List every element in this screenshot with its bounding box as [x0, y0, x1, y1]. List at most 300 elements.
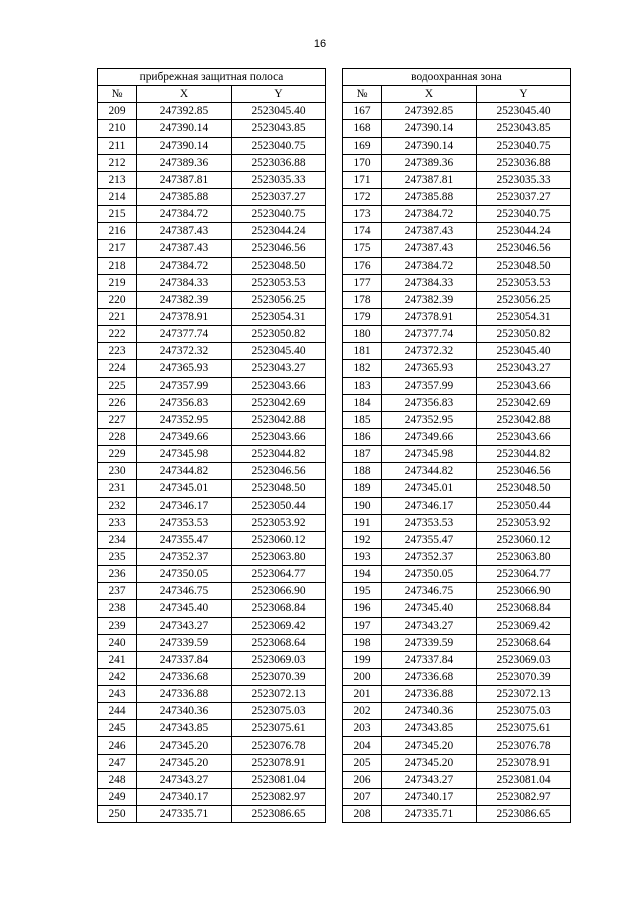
point-number-cell: 232 — [98, 497, 137, 514]
y-coordinate-cell: 2523068.64 — [477, 634, 571, 651]
table-row — [98, 171, 326, 188]
y-coordinate-cell: 2523042.69 — [232, 394, 326, 411]
y-coordinate-cell: 2523064.77 — [232, 566, 326, 583]
y-coordinate-cell: 2523037.27 — [232, 188, 326, 205]
y-coordinate-cell: 2523042.88 — [477, 411, 571, 428]
y-coordinate-cell: 2523050.44 — [232, 497, 326, 514]
x-coordinate-cell: 247384.33 — [382, 274, 477, 291]
y-coordinate-cell: 2523036.88 — [477, 154, 571, 171]
table-row — [98, 806, 326, 823]
y-coordinate-cell: 2523056.25 — [232, 291, 326, 308]
table-row — [98, 223, 326, 240]
point-number-cell: 184 — [343, 394, 382, 411]
table-row — [98, 343, 326, 360]
x-coordinate-cell: 247343.27 — [137, 617, 232, 634]
point-number-cell: 197 — [343, 617, 382, 634]
y-coordinate-cell: 2523066.90 — [477, 583, 571, 600]
y-coordinate-cell: 2523086.65 — [477, 806, 571, 823]
table-row — [98, 771, 326, 788]
x-coordinate-cell: 247390.14 — [137, 120, 232, 137]
y-coordinate-cell: 2523053.53 — [477, 274, 571, 291]
table-row — [343, 343, 571, 360]
table-row — [98, 514, 326, 531]
y-coordinate-cell: 2523075.61 — [477, 720, 571, 737]
y-coordinate-cell: 2523045.40 — [477, 343, 571, 360]
x-coordinate-cell: 247346.17 — [382, 497, 477, 514]
point-number-cell: 227 — [98, 411, 137, 428]
table-row — [98, 634, 326, 651]
table-caption-row — [98, 69, 326, 86]
y-coordinate-cell: 2523042.88 — [232, 411, 326, 428]
point-number-cell: 189 — [343, 480, 382, 497]
table-row — [343, 497, 571, 514]
x-coordinate-cell: 247372.32 — [382, 343, 477, 360]
table-row — [98, 206, 326, 223]
point-number-cell: 193 — [343, 548, 382, 565]
x-coordinate-cell: 247350.05 — [137, 566, 232, 583]
y-coordinate-cell: 2523075.03 — [232, 703, 326, 720]
y-coordinate-cell: 2523043.27 — [477, 360, 571, 377]
point-number-cell: 199 — [343, 651, 382, 668]
point-number-cell: 224 — [98, 360, 137, 377]
table-row — [98, 703, 326, 720]
table-row — [343, 291, 571, 308]
table-row — [343, 274, 571, 291]
table-row — [343, 206, 571, 223]
point-number-cell: 181 — [343, 343, 382, 360]
y-coordinate-cell: 2523082.97 — [232, 788, 326, 805]
y-coordinate-cell: 2523068.64 — [232, 634, 326, 651]
x-coordinate-cell: 247378.91 — [382, 308, 477, 325]
table-row — [98, 308, 326, 325]
table-row — [98, 737, 326, 754]
y-coordinate-cell: 2523069.42 — [477, 617, 571, 634]
x-coordinate-cell: 247352.37 — [382, 548, 477, 565]
y-coordinate-cell: 2523045.40 — [232, 103, 326, 120]
x-coordinate-cell: 247372.32 — [137, 343, 232, 360]
x-coordinate-cell: 247340.36 — [137, 703, 232, 720]
table-row — [343, 703, 571, 720]
table-row — [343, 754, 571, 771]
x-coordinate-cell: 247355.47 — [382, 531, 477, 548]
table-row — [98, 583, 326, 600]
point-number-cell: 205 — [343, 754, 382, 771]
y-coordinate-cell: 2523069.03 — [232, 651, 326, 668]
table-row — [343, 360, 571, 377]
column-header-x: X — [382, 86, 477, 103]
table-row — [343, 600, 571, 617]
y-coordinate-cell: 2523050.82 — [232, 326, 326, 343]
point-number-cell: 183 — [343, 377, 382, 394]
x-coordinate-cell: 247336.88 — [137, 686, 232, 703]
point-number-cell: 244 — [98, 703, 137, 720]
x-coordinate-cell: 247355.47 — [137, 531, 232, 548]
point-number-cell: 229 — [98, 446, 137, 463]
table-row — [98, 480, 326, 497]
y-coordinate-cell: 2523066.90 — [232, 583, 326, 600]
x-coordinate-cell: 247353.53 — [137, 514, 232, 531]
x-coordinate-cell: 247345.20 — [382, 754, 477, 771]
point-number-cell: 202 — [343, 703, 382, 720]
x-coordinate-cell: 247343.85 — [137, 720, 232, 737]
y-coordinate-cell: 2523043.27 — [232, 360, 326, 377]
table-row — [343, 411, 571, 428]
table-caption: прибрежная защитная полоса — [98, 69, 326, 86]
x-coordinate-cell: 247384.33 — [137, 274, 232, 291]
y-coordinate-cell: 2523046.56 — [232, 240, 326, 257]
y-coordinate-cell: 2523040.75 — [477, 206, 571, 223]
table-row — [98, 754, 326, 771]
x-coordinate-cell: 247345.98 — [137, 446, 232, 463]
y-coordinate-cell: 2523056.25 — [477, 291, 571, 308]
point-number-cell: 171 — [343, 171, 382, 188]
x-coordinate-cell: 247387.81 — [382, 171, 477, 188]
table-row — [343, 446, 571, 463]
point-number-cell: 222 — [98, 326, 137, 343]
table-row — [343, 617, 571, 634]
table-row — [98, 548, 326, 565]
x-coordinate-cell: 247387.43 — [137, 223, 232, 240]
x-coordinate-cell: 247344.82 — [382, 463, 477, 480]
point-number-cell: 204 — [343, 737, 382, 754]
point-number-cell: 239 — [98, 617, 137, 634]
table-body — [343, 103, 571, 823]
table-row — [98, 531, 326, 548]
table-row — [98, 651, 326, 668]
point-number-cell: 230 — [98, 463, 137, 480]
point-number-cell: 228 — [98, 428, 137, 445]
x-coordinate-cell: 247345.20 — [137, 754, 232, 771]
x-coordinate-cell: 247390.14 — [382, 137, 477, 154]
point-number-cell: 225 — [98, 377, 137, 394]
y-coordinate-cell: 2523037.27 — [477, 188, 571, 205]
point-number-cell: 223 — [98, 343, 137, 360]
y-coordinate-cell: 2523046.56 — [477, 463, 571, 480]
table-row — [98, 720, 326, 737]
y-coordinate-cell: 2523070.39 — [232, 668, 326, 685]
table-row — [98, 120, 326, 137]
point-number-cell: 247 — [98, 754, 137, 771]
x-coordinate-cell: 247335.71 — [382, 806, 477, 823]
y-coordinate-cell: 2523075.03 — [477, 703, 571, 720]
point-number-cell: 213 — [98, 171, 137, 188]
y-coordinate-cell: 2523053.53 — [232, 274, 326, 291]
y-coordinate-cell: 2523078.91 — [232, 754, 326, 771]
table-row — [343, 137, 571, 154]
column-header-number: № — [343, 86, 382, 103]
x-coordinate-cell: 247390.14 — [137, 137, 232, 154]
y-coordinate-cell: 2523069.03 — [477, 651, 571, 668]
y-coordinate-cell: 2523063.80 — [232, 548, 326, 565]
y-coordinate-cell: 2523053.92 — [477, 514, 571, 531]
table-row — [343, 394, 571, 411]
x-coordinate-cell: 247349.66 — [382, 428, 477, 445]
point-number-cell: 191 — [343, 514, 382, 531]
x-coordinate-cell: 247352.95 — [137, 411, 232, 428]
table-row — [98, 360, 326, 377]
point-number-cell: 180 — [343, 326, 382, 343]
point-number-cell: 173 — [343, 206, 382, 223]
table-row — [98, 154, 326, 171]
point-number-cell: 236 — [98, 566, 137, 583]
y-coordinate-cell: 2523045.40 — [232, 343, 326, 360]
table-row — [98, 411, 326, 428]
table-body — [98, 103, 326, 823]
table-row — [343, 548, 571, 565]
table-row — [343, 720, 571, 737]
table-caption: водоохранная зона — [343, 69, 571, 86]
table-row — [98, 326, 326, 343]
y-coordinate-cell: 2523076.78 — [232, 737, 326, 754]
point-number-cell: 209 — [98, 103, 137, 120]
y-coordinate-cell: 2523068.84 — [232, 600, 326, 617]
table-row — [343, 514, 571, 531]
y-coordinate-cell: 2523082.97 — [477, 788, 571, 805]
point-number-cell: 242 — [98, 668, 137, 685]
y-coordinate-cell: 2523043.66 — [232, 377, 326, 394]
table-row — [343, 566, 571, 583]
x-coordinate-cell: 247339.59 — [137, 634, 232, 651]
x-coordinate-cell: 247337.84 — [382, 651, 477, 668]
table-row — [98, 600, 326, 617]
y-coordinate-cell: 2523043.85 — [232, 120, 326, 137]
y-coordinate-cell: 2523081.04 — [477, 771, 571, 788]
point-number-cell: 249 — [98, 788, 137, 805]
x-coordinate-cell: 247339.59 — [382, 634, 477, 651]
column-header-x: X — [137, 86, 232, 103]
point-number-cell: 234 — [98, 531, 137, 548]
x-coordinate-cell: 247337.84 — [137, 651, 232, 668]
point-number-cell: 218 — [98, 257, 137, 274]
y-coordinate-cell: 2523086.65 — [232, 806, 326, 823]
y-coordinate-cell: 2523075.61 — [232, 720, 326, 737]
table-row — [98, 686, 326, 703]
table-row — [343, 686, 571, 703]
point-number-cell: 211 — [98, 137, 137, 154]
x-coordinate-cell: 247345.98 — [382, 446, 477, 463]
x-coordinate-cell: 247346.75 — [382, 583, 477, 600]
x-coordinate-cell: 247392.85 — [137, 103, 232, 120]
y-coordinate-cell: 2523046.56 — [232, 463, 326, 480]
y-coordinate-cell: 2523048.50 — [232, 480, 326, 497]
point-number-cell: 206 — [343, 771, 382, 788]
x-coordinate-cell: 247335.71 — [137, 806, 232, 823]
x-coordinate-cell: 247343.27 — [137, 771, 232, 788]
point-number-cell: 210 — [98, 120, 137, 137]
x-coordinate-cell: 247336.88 — [382, 686, 477, 703]
point-number-cell: 175 — [343, 240, 382, 257]
table-row — [343, 480, 571, 497]
point-number-cell: 215 — [98, 206, 137, 223]
table-row — [343, 788, 571, 805]
x-coordinate-cell: 247387.43 — [137, 240, 232, 257]
table-header-row — [343, 86, 571, 103]
x-coordinate-cell: 247377.74 — [137, 326, 232, 343]
x-coordinate-cell: 247365.93 — [382, 360, 477, 377]
column-header-y: Y — [232, 86, 326, 103]
y-coordinate-cell: 2523045.40 — [477, 103, 571, 120]
point-number-cell: 168 — [343, 120, 382, 137]
y-coordinate-cell: 2523069.42 — [232, 617, 326, 634]
y-coordinate-cell: 2523072.13 — [477, 686, 571, 703]
point-number-cell: 195 — [343, 583, 382, 600]
point-number-cell: 207 — [343, 788, 382, 805]
y-coordinate-cell: 2523072.13 — [232, 686, 326, 703]
x-coordinate-cell: 247345.01 — [382, 480, 477, 497]
y-coordinate-cell: 2523050.44 — [477, 497, 571, 514]
y-coordinate-cell: 2523036.88 — [232, 154, 326, 171]
x-coordinate-cell: 247384.72 — [137, 206, 232, 223]
y-coordinate-cell: 2523043.85 — [477, 120, 571, 137]
table-row — [343, 188, 571, 205]
table-row — [98, 617, 326, 634]
point-number-cell: 178 — [343, 291, 382, 308]
x-coordinate-cell: 247392.85 — [382, 103, 477, 120]
y-coordinate-cell: 2523042.69 — [477, 394, 571, 411]
table-row — [343, 171, 571, 188]
point-number-cell: 246 — [98, 737, 137, 754]
table-row — [98, 668, 326, 685]
table-row — [98, 446, 326, 463]
y-coordinate-cell: 2523076.78 — [477, 737, 571, 754]
table-row — [98, 428, 326, 445]
point-number-cell: 216 — [98, 223, 137, 240]
x-coordinate-cell: 247352.37 — [137, 548, 232, 565]
x-coordinate-cell: 247387.43 — [382, 223, 477, 240]
table-row — [343, 326, 571, 343]
x-coordinate-cell: 247343.27 — [382, 771, 477, 788]
page-number: 16 — [313, 38, 327, 50]
x-coordinate-cell: 247378.91 — [137, 308, 232, 325]
y-coordinate-cell: 2523040.75 — [232, 206, 326, 223]
point-number-cell: 194 — [343, 566, 382, 583]
point-number-cell: 226 — [98, 394, 137, 411]
y-coordinate-cell: 2523044.24 — [477, 223, 571, 240]
point-number-cell: 250 — [98, 806, 137, 823]
y-coordinate-cell: 2523054.31 — [232, 308, 326, 325]
x-coordinate-cell: 247346.17 — [137, 497, 232, 514]
point-number-cell: 208 — [343, 806, 382, 823]
x-coordinate-cell: 247387.43 — [382, 240, 477, 257]
point-number-cell: 188 — [343, 463, 382, 480]
table-row — [98, 497, 326, 514]
x-coordinate-cell: 247336.68 — [382, 668, 477, 685]
y-coordinate-cell: 2523060.12 — [477, 531, 571, 548]
x-coordinate-cell: 247352.95 — [382, 411, 477, 428]
water-protection-zone-table — [342, 68, 571, 823]
x-coordinate-cell: 247349.66 — [137, 428, 232, 445]
x-coordinate-cell: 247343.27 — [382, 617, 477, 634]
x-coordinate-cell: 247357.99 — [382, 377, 477, 394]
y-coordinate-cell: 2523035.33 — [477, 171, 571, 188]
x-coordinate-cell: 247340.17 — [137, 788, 232, 805]
y-coordinate-cell: 2523048.50 — [477, 257, 571, 274]
point-number-cell: 187 — [343, 446, 382, 463]
x-coordinate-cell: 247384.72 — [382, 206, 477, 223]
y-coordinate-cell: 2523040.75 — [477, 137, 571, 154]
x-coordinate-cell: 247357.99 — [137, 377, 232, 394]
table-row — [343, 531, 571, 548]
table-row — [343, 103, 571, 120]
point-number-cell: 220 — [98, 291, 137, 308]
column-header-y: Y — [477, 86, 571, 103]
point-number-cell: 176 — [343, 257, 382, 274]
x-coordinate-cell: 247365.93 — [137, 360, 232, 377]
y-coordinate-cell: 2523070.39 — [477, 668, 571, 685]
y-coordinate-cell: 2523048.50 — [477, 480, 571, 497]
point-number-cell: 235 — [98, 548, 137, 565]
table-row — [343, 240, 571, 257]
y-coordinate-cell: 2523053.92 — [232, 514, 326, 531]
y-coordinate-cell: 2523081.04 — [232, 771, 326, 788]
x-coordinate-cell: 247353.53 — [382, 514, 477, 531]
x-coordinate-cell: 247389.36 — [137, 154, 232, 171]
table-row — [343, 737, 571, 754]
x-coordinate-cell: 247382.39 — [137, 291, 232, 308]
point-number-cell: 196 — [343, 600, 382, 617]
x-coordinate-cell: 247345.20 — [137, 737, 232, 754]
y-coordinate-cell: 2523040.75 — [232, 137, 326, 154]
x-coordinate-cell: 247346.75 — [137, 583, 232, 600]
point-number-cell: 248 — [98, 771, 137, 788]
x-coordinate-cell: 247350.05 — [382, 566, 477, 583]
y-coordinate-cell: 2523048.50 — [232, 257, 326, 274]
x-coordinate-cell: 247384.72 — [137, 257, 232, 274]
point-number-cell: 212 — [98, 154, 137, 171]
point-number-cell: 185 — [343, 411, 382, 428]
y-coordinate-cell: 2523044.24 — [232, 223, 326, 240]
point-number-cell: 240 — [98, 634, 137, 651]
table-row — [98, 257, 326, 274]
y-coordinate-cell: 2523064.77 — [477, 566, 571, 583]
table-row — [98, 188, 326, 205]
y-coordinate-cell: 2523044.82 — [232, 446, 326, 463]
y-coordinate-cell: 2523044.82 — [477, 446, 571, 463]
table-row — [98, 137, 326, 154]
table-row — [98, 291, 326, 308]
point-number-cell: 237 — [98, 583, 137, 600]
table-caption-row — [343, 69, 571, 86]
point-number-cell: 172 — [343, 188, 382, 205]
point-number-cell: 241 — [98, 651, 137, 668]
table-row — [98, 566, 326, 583]
x-coordinate-cell: 247385.88 — [137, 188, 232, 205]
y-coordinate-cell: 2523063.80 — [477, 548, 571, 565]
x-coordinate-cell: 247343.85 — [382, 720, 477, 737]
y-coordinate-cell: 2523043.66 — [477, 428, 571, 445]
point-number-cell: 177 — [343, 274, 382, 291]
y-coordinate-cell: 2523043.66 — [232, 428, 326, 445]
point-number-cell: 231 — [98, 480, 137, 497]
point-number-cell: 179 — [343, 308, 382, 325]
x-coordinate-cell: 247345.40 — [137, 600, 232, 617]
table-row — [343, 651, 571, 668]
point-number-cell: 238 — [98, 600, 137, 617]
table-row — [343, 634, 571, 651]
x-coordinate-cell: 247340.17 — [382, 788, 477, 805]
point-number-cell: 243 — [98, 686, 137, 703]
x-coordinate-cell: 247345.01 — [137, 480, 232, 497]
point-number-cell: 182 — [343, 360, 382, 377]
point-number-cell: 233 — [98, 514, 137, 531]
y-coordinate-cell: 2523050.82 — [477, 326, 571, 343]
y-coordinate-cell: 2523043.66 — [477, 377, 571, 394]
point-number-cell: 192 — [343, 531, 382, 548]
y-coordinate-cell: 2523035.33 — [232, 171, 326, 188]
table-row — [98, 394, 326, 411]
column-header-number: № — [98, 86, 137, 103]
table-row — [98, 377, 326, 394]
